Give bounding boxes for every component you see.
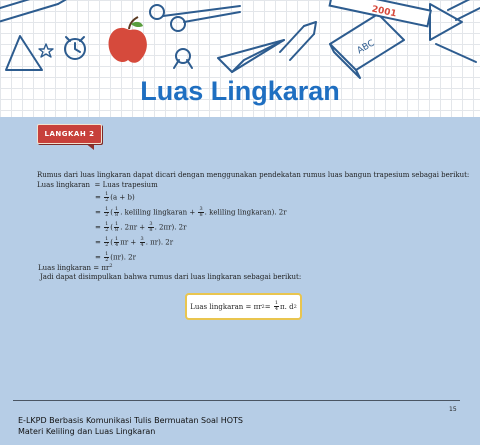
header-banner	[0, 0, 480, 117]
book-text: ABC	[355, 38, 377, 57]
formula-box: Luas lingkaran = πr 2 = $\frac{1}{4}$ π. d 2	[185, 293, 302, 320]
page-number: 15	[449, 406, 457, 413]
footer-subtitle: Materi Keliling dan Luas Lingkaran	[18, 427, 156, 436]
equation-lhs: Luas lingkaran = Luas trapesium	[37, 181, 158, 189]
clock-icon	[65, 37, 85, 59]
equation-step-4: = $\frac{1}{2}$ ( $\frac{1}{4}$ πr + $\frac{3}{4}$ . πr). 2r	[95, 236, 174, 248]
page-title: Luas Lingkaran	[140, 76, 340, 106]
ruler-text: 2001	[370, 4, 398, 20]
result-line: Luas lingkaran = $\pi r^2$	[38, 263, 113, 272]
scissors-icon	[150, 5, 240, 31]
equation-step-2: = $\frac{1}{2}$ ( $\frac{1}{8}$ . keliling lingkaran + $\frac{3}{8}$ . keliling lingkaran). 2r	[95, 206, 287, 218]
step-badge: LANGKAH 2	[37, 124, 102, 144]
badge-tail	[85, 143, 94, 150]
pencil-icon	[0, 0, 72, 22]
pencil-right-icon	[280, 22, 316, 60]
conclusion-text: Jadi dapat disimpulkan bahwa rumus dari luas lingkaran sebagai berikut:	[40, 273, 302, 281]
paper-plane-icon	[218, 40, 284, 72]
star-icon	[39, 44, 53, 57]
ruler-icon	[330, 0, 431, 26]
footer-title: E-LKPD Berbasis Komunikasi Tulis Bermuatan Soal HOTS	[18, 416, 243, 425]
equation-step-3: = $\frac{1}{2}$ ( $\frac{1}{8}$ . 2πr + $\frac{3}{8}$ . 2πr). 2r	[95, 221, 187, 233]
equation-step-5: = $\frac{1}{2}$ (πr). 2r	[95, 251, 136, 263]
footer-divider	[13, 400, 460, 401]
triangle-ruler-icon	[6, 36, 42, 70]
equation-step-1: = $\frac{1}{2}$ (a + b)	[95, 191, 135, 203]
intro-text: Rumus dari luas lingkaran dapat dicari dengan menggunakan pendekatan rumus luas bangun trapesium sebagai berikut:	[37, 171, 470, 179]
set-square-icon	[430, 4, 462, 40]
apple-icon	[109, 17, 147, 63]
